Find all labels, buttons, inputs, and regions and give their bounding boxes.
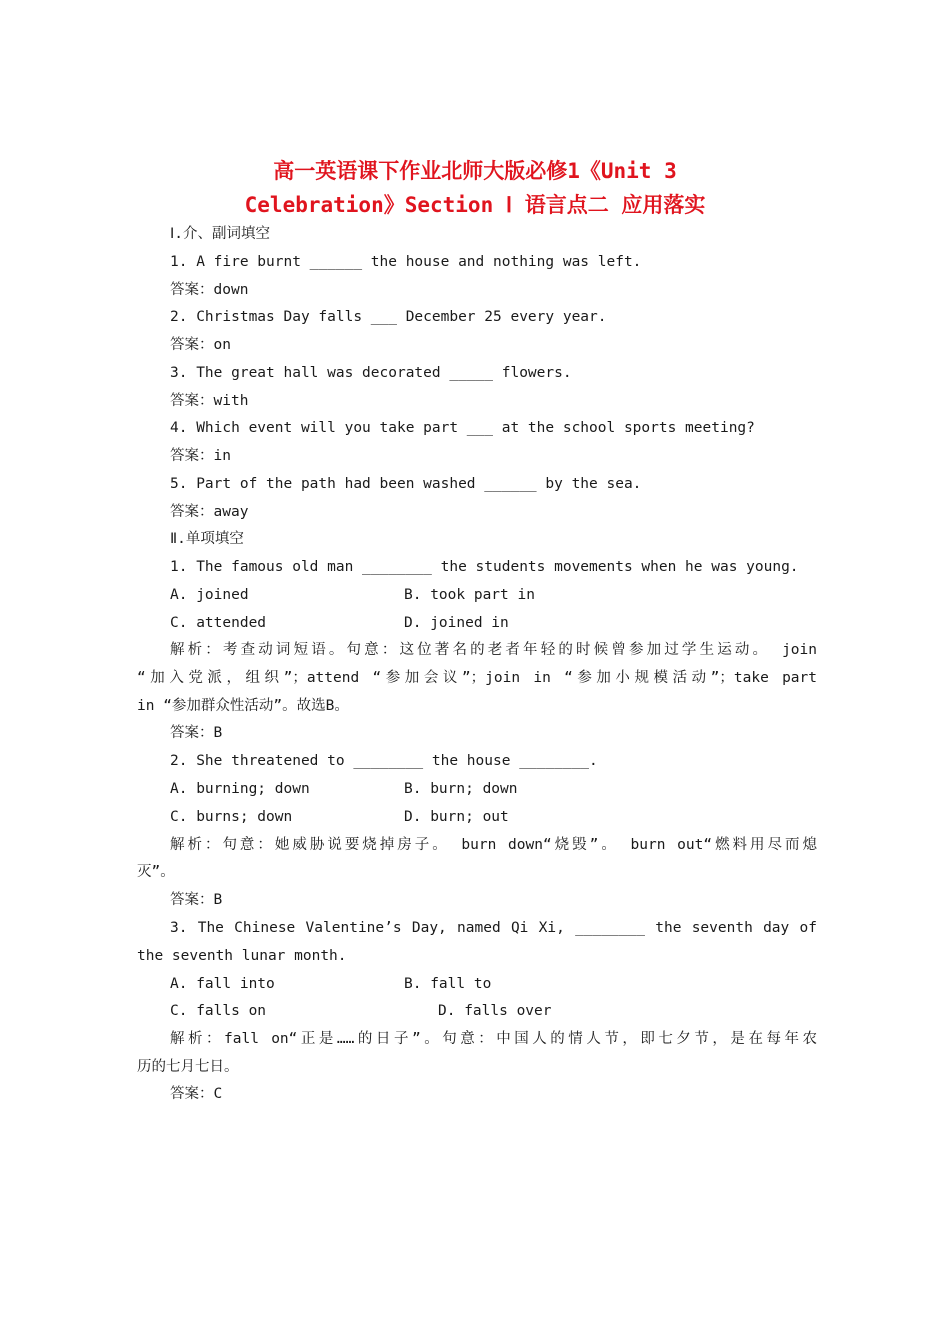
option-b: B. fall to — [404, 976, 492, 992]
question-text: 2. She threatened to ________ the house ________. — [170, 753, 598, 769]
option-d: D. burn; out — [404, 809, 509, 825]
question-text: 5. Part of the path had been washed ______ by the sea. — [170, 476, 642, 492]
explanation-text: in “参加群众性活动”。故选B。 — [137, 698, 349, 714]
question-text: 2. Christmas Day falls ___ December 25 every year. — [170, 309, 607, 325]
answer-text: 答案：with — [170, 393, 249, 409]
explanation-text: 解析：句意：她威胁说要烧掉房子。 burn down“烧毁”。 burn out“燃料用尽而熄 — [170, 837, 817, 853]
explanation-text: 灭”。 — [137, 864, 175, 880]
answer-text: 答案：on — [170, 337, 231, 353]
option-c: C. falls on — [170, 1003, 267, 1019]
answer-text: 答案：C — [170, 1086, 223, 1102]
option-b: B. took part in — [404, 587, 535, 603]
document-title-line-1: 高一英语课下作业北师大版必修1《Unit 3 — [273, 159, 677, 183]
option-a: A. fall into — [170, 976, 275, 992]
option-d: D. joined in — [404, 615, 509, 631]
answer-text: 答案：B — [170, 725, 223, 741]
question-text: 1. The famous old man ________ the students movements when he was young. — [170, 559, 799, 575]
question-text: 3. The great hall was decorated _____ flowers. — [170, 365, 572, 381]
question-text: 1. A fire burnt ______ the house and nothing was left. — [170, 254, 642, 270]
document-title-line-2: Celebration》Section Ⅰ 语言点二 应用落实 — [244, 193, 706, 217]
explanation-text: 历的七月七日。 — [137, 1059, 239, 1075]
option-a: A. joined — [170, 587, 249, 603]
question-text: 3. The Chinese Valentine’s Day, named Qi Xi, ________ the seventh day of — [170, 920, 817, 936]
explanation-text: 解析：考查动词短语。句意：这位著名的老者年轻的时候曾参加过学生运动。 join — [170, 642, 817, 658]
option-a: A. burning; down — [170, 781, 310, 797]
section-heading-2: Ⅱ.单项填空 — [170, 531, 244, 547]
answer-text: 答案：B — [170, 892, 223, 908]
explanation-text: 解析：fall on“正是……的日子”。句意：中国人的情人节，即七夕节，是在每年农 — [170, 1031, 817, 1047]
option-c: C. attended — [170, 615, 267, 631]
question-text: 4. Which event will you take part ___ at the school sports meeting? — [170, 420, 755, 436]
explanation-text: “加入党派，组织”；attend “参加会议”；join in “参加小规模活动”；take part — [137, 670, 817, 686]
answer-text: 答案：away — [170, 504, 249, 520]
option-c: C. burns; down — [170, 809, 293, 825]
answer-text: 答案：down — [170, 282, 249, 298]
question-text: the seventh lunar month. — [137, 948, 347, 964]
option-b: B. burn; down — [404, 781, 518, 797]
answer-text: 答案：in — [170, 448, 231, 464]
option-d: D. falls over — [438, 1003, 552, 1019]
section-heading-1: Ⅰ.介、副词填空 — [170, 226, 271, 242]
